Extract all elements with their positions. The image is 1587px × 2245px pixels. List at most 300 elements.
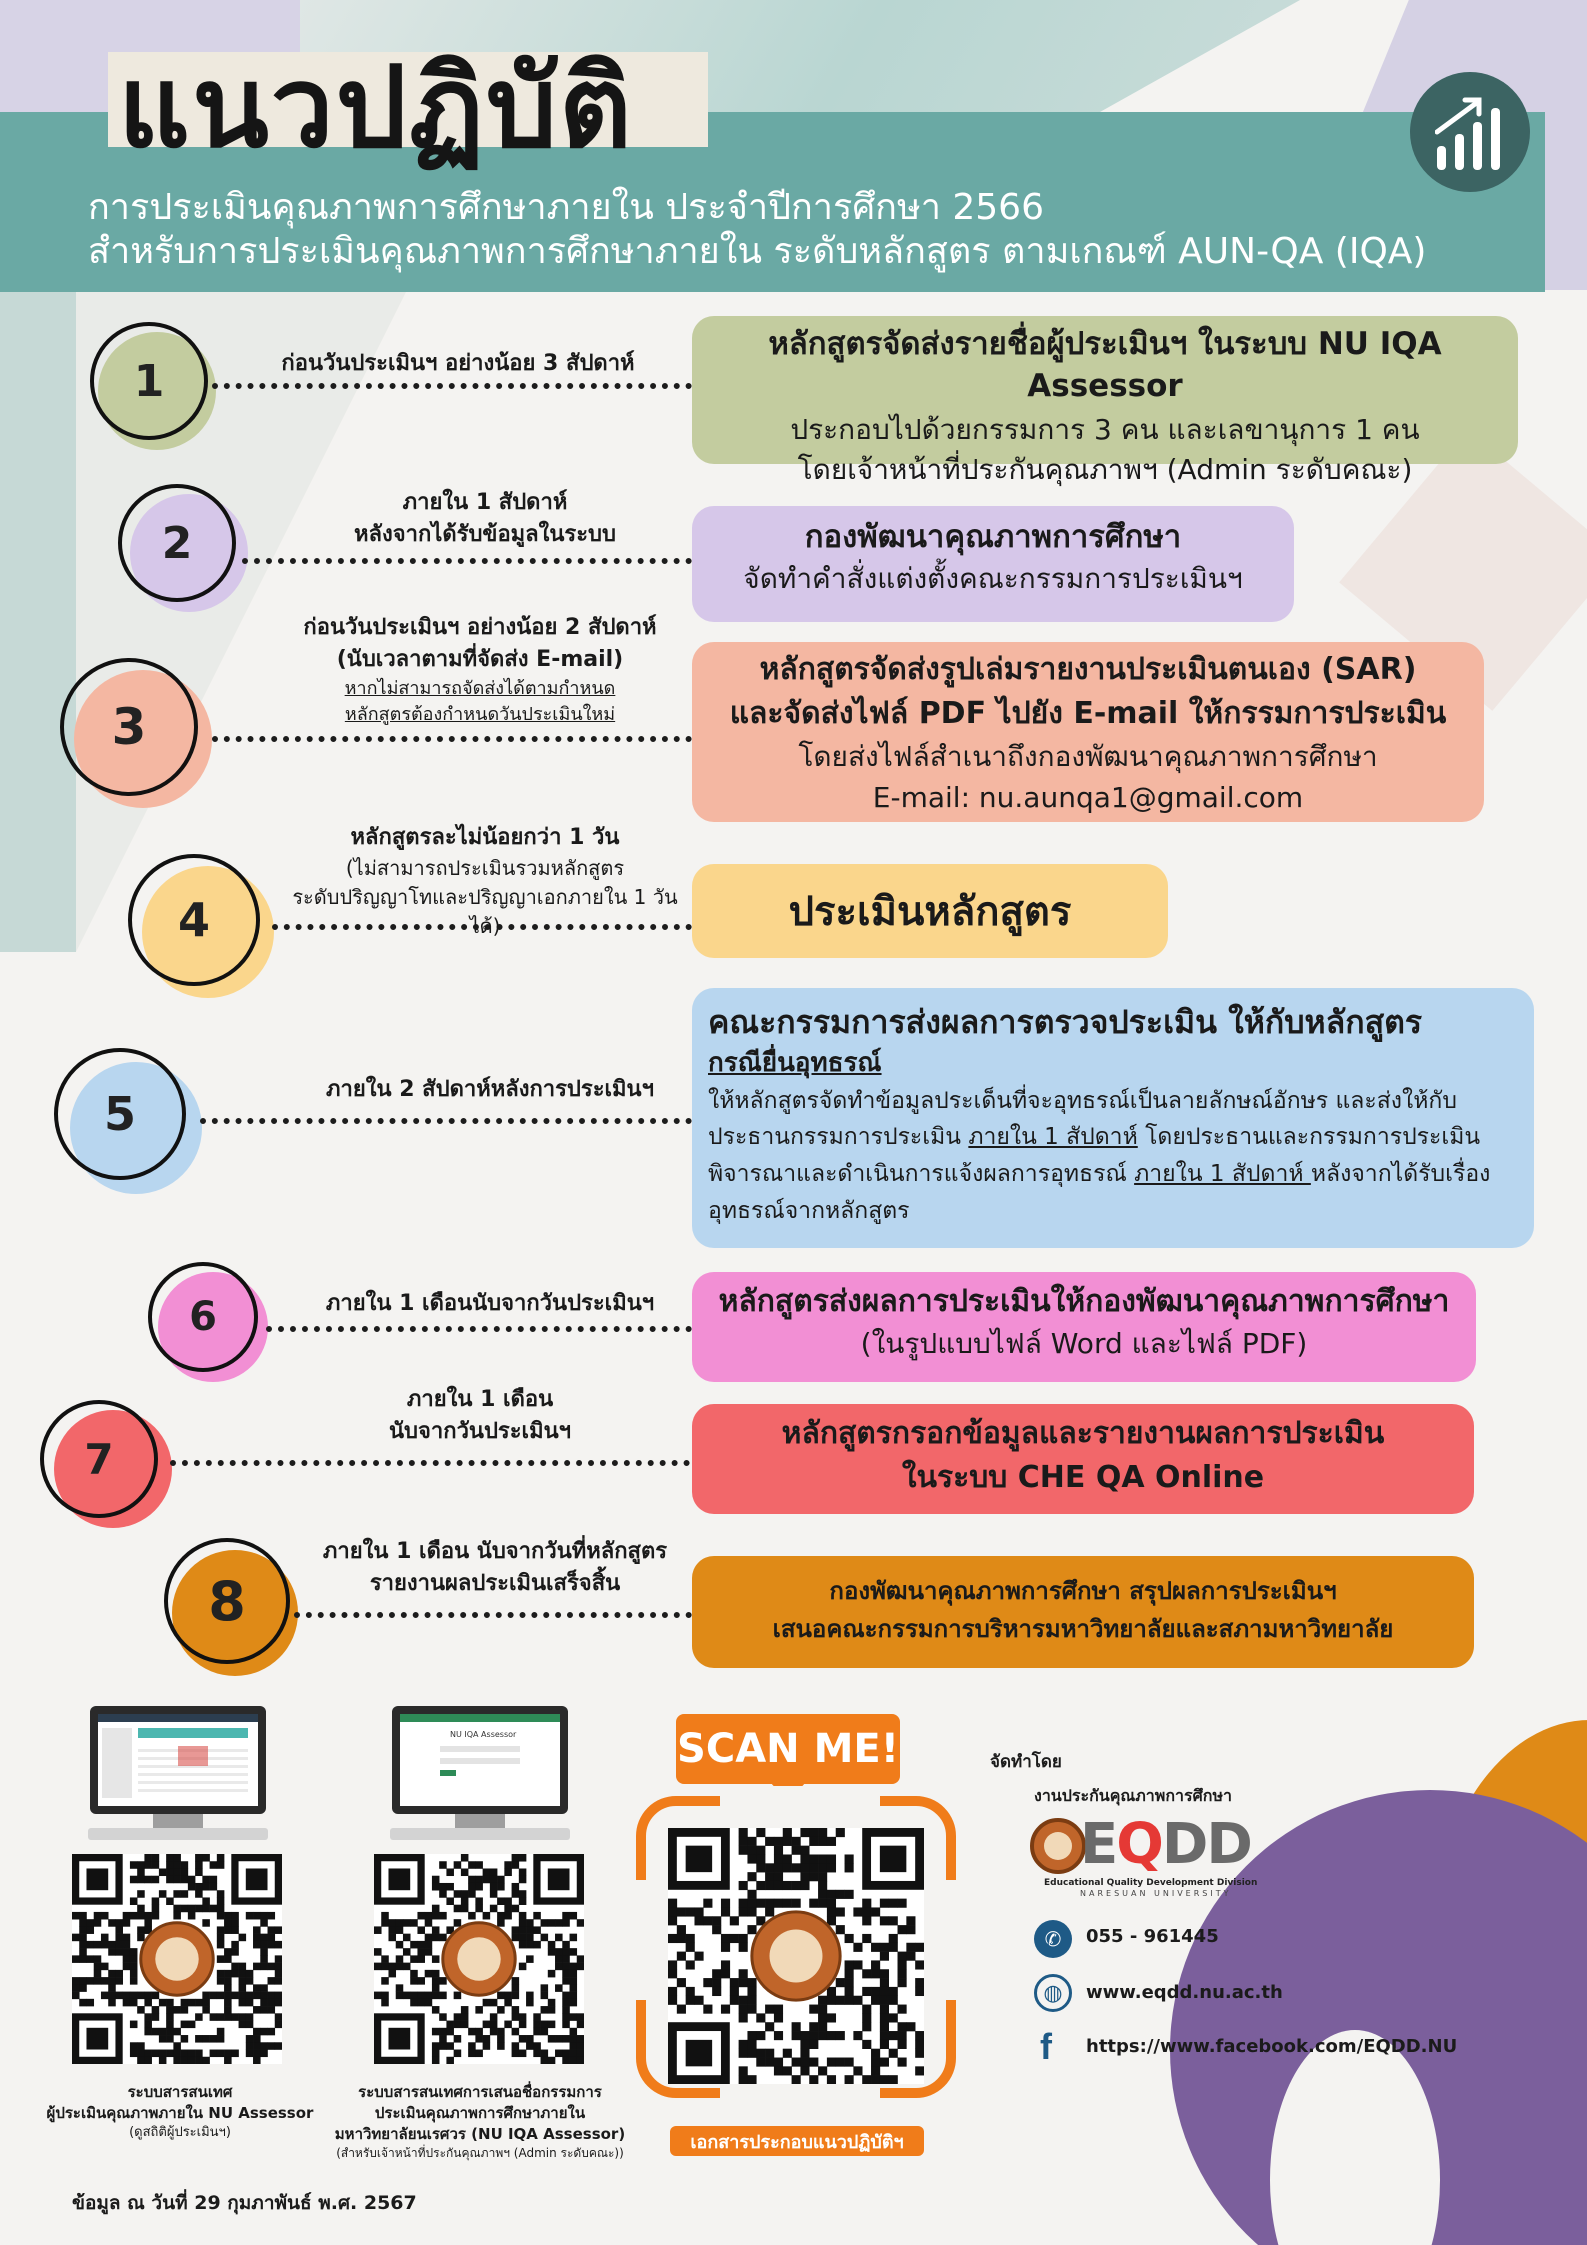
qr-module [152, 2006, 160, 2014]
qr-module [72, 1992, 80, 2000]
qr-module [862, 1934, 871, 1943]
qr-module [123, 1999, 131, 2007]
qr-module [541, 1992, 549, 2000]
qr-module [818, 2031, 827, 2040]
qr-module [130, 1912, 138, 1920]
qr-module [231, 1941, 239, 1949]
qr-module [188, 2057, 196, 2064]
qr-module [231, 1992, 239, 2000]
qr-module [889, 2049, 898, 2058]
qr-module [519, 2013, 527, 2021]
qr-module [410, 1977, 418, 1985]
qr-module [202, 1854, 210, 1862]
qr-module [548, 1941, 556, 1949]
qr-module [562, 1970, 570, 1978]
qr-module [108, 1992, 116, 2000]
qr-module [224, 1992, 232, 2000]
qr-module [774, 1846, 783, 1855]
qr-module [880, 1899, 889, 1908]
qr-module [845, 1863, 854, 1872]
qr-module [246, 2035, 254, 2043]
step-8-title-line: กองพัฒนาคุณภาพการศึกษา สรุปผลการประเมินฯ [829, 1577, 1337, 1605]
qr-module [747, 2031, 756, 2040]
qr-module [275, 2013, 282, 2021]
qr-module [217, 1977, 225, 1985]
qr-module [108, 1941, 116, 1949]
qr-module [668, 1916, 677, 1925]
qr-module [101, 1934, 109, 1942]
qr-module [432, 1905, 440, 1913]
qr-module [86, 1941, 94, 1949]
qr-module [181, 2006, 189, 2014]
qr-module [439, 1912, 447, 1920]
qr-module [202, 1876, 210, 1884]
qr-module [166, 2028, 174, 2036]
qr-module [504, 1905, 512, 1913]
qr-module [454, 1992, 462, 2000]
qr-module [570, 1970, 578, 1978]
qr-module [497, 1876, 505, 1884]
qr-module [526, 2042, 534, 2050]
step-4-title: ประเมินหลักสูตร [788, 889, 1072, 935]
step-8-connector [294, 1612, 692, 1618]
qr-module [541, 2057, 549, 2064]
qr-module [432, 1912, 440, 1920]
qr-module [774, 2066, 783, 2075]
qr-module [94, 1919, 102, 1927]
qr-module [86, 1919, 94, 1927]
qr-module [490, 1890, 498, 1898]
qr-module [792, 1846, 801, 1855]
qr-module [739, 1828, 748, 1837]
qr-module [152, 2050, 160, 2058]
qr-module [686, 1996, 695, 2005]
qr-module [880, 2013, 889, 2022]
qr-module [475, 1876, 483, 1884]
qr-module [425, 1992, 433, 2000]
monitor-screenshot-nu-assessor [90, 1706, 266, 1814]
qr-module [818, 2066, 827, 2075]
qr-module [555, 1984, 563, 1992]
qr-module [396, 1941, 404, 1949]
qr-module [526, 1955, 534, 1963]
qr-module [497, 1912, 505, 1920]
qr-module [836, 1925, 845, 1934]
qr-module [432, 1970, 440, 1978]
qr-module [827, 2013, 836, 2022]
qr-module [130, 1970, 138, 1978]
qr-module [548, 2021, 556, 2029]
qr-module [275, 1963, 282, 1971]
step-1-number: 1 [90, 322, 208, 440]
qr-module [475, 2028, 483, 2036]
website-link[interactable]: www.eqdd.nu.ac.th [1086, 1982, 1283, 2003]
qr-module [275, 1977, 282, 1985]
qr-module [130, 1955, 138, 1963]
qr-module [730, 1978, 739, 1987]
qr-module [898, 2005, 907, 2014]
qr-module [562, 2035, 570, 2043]
qr-module [144, 1912, 152, 1920]
qr-module [137, 2057, 145, 2064]
qr-module [166, 2006, 174, 2014]
qr-module [432, 2050, 440, 2058]
qr-module [268, 1926, 276, 1934]
qr-module [275, 1955, 282, 1963]
qr-module [756, 1899, 765, 1908]
qr-module [224, 2050, 232, 2058]
qr-module [381, 1999, 389, 2007]
qr-pattern [374, 1854, 584, 2064]
qr-module [756, 1828, 765, 1837]
qr-module [144, 2028, 152, 2036]
qr-module [747, 1987, 756, 1996]
qr-module [446, 2028, 454, 2036]
qr-module [533, 2021, 541, 2029]
qr-module [224, 1926, 232, 1934]
step-5-connector [200, 1118, 692, 1124]
qr-module [79, 1912, 87, 1920]
qr-module [792, 1881, 801, 1890]
qr-module [475, 1883, 483, 1891]
qr-module [889, 2075, 898, 2084]
qr-module [512, 1977, 520, 1985]
qr-finder [86, 1868, 108, 1890]
qr-module [432, 2006, 440, 2014]
qr-module [739, 1934, 748, 1943]
university-seal-inner [457, 1937, 500, 1980]
qr-module [130, 1948, 138, 1956]
qr-module [454, 1905, 462, 1913]
qr-module [756, 1846, 765, 1855]
qr-module [425, 1941, 433, 1949]
qr-module [468, 2042, 476, 2050]
qr-module [747, 1854, 756, 1863]
qr-module [519, 2021, 527, 2029]
qr-module [694, 1952, 703, 1961]
qr1-caption-line: ระบบสารสนเทศ [127, 2083, 233, 2101]
qr-module [432, 1883, 440, 1891]
qr-module [915, 2066, 924, 2075]
qr-module [562, 2006, 570, 2014]
qr-module [783, 2066, 792, 2075]
qr-module [268, 2042, 276, 2050]
qr-module [490, 1876, 498, 1884]
qr-module [152, 1861, 160, 1869]
qr-module [446, 2057, 454, 2064]
qr-module [166, 1897, 174, 1905]
qr-module [845, 1854, 854, 1863]
qr-module [677, 1925, 686, 1934]
qr-finder [388, 1868, 410, 1890]
qr-module [526, 1992, 534, 2000]
qr-module [432, 1984, 440, 1992]
qr-module [210, 2013, 218, 2021]
step-5-timing-line: ภายใน 2 สัปดาห์หลังการประเมินฯ [326, 1077, 654, 1102]
qr-module [268, 1963, 276, 1971]
qr-module [526, 1934, 534, 1942]
qr-module [446, 2021, 454, 2029]
qr-module [562, 2057, 570, 2064]
qr-module [461, 1868, 469, 1876]
qr-module [712, 1969, 721, 1978]
qr-module [217, 1970, 225, 1978]
qr-module [765, 2005, 774, 2014]
qr-module [765, 1881, 774, 1890]
qr-module [512, 1905, 520, 1913]
qr-module [800, 1863, 809, 1872]
qr-module [668, 1934, 677, 1943]
qr-module [101, 1912, 109, 1920]
qr-module [195, 1905, 203, 1913]
qr-module [181, 1890, 189, 1898]
qr-module [217, 1926, 225, 1934]
qr-module [253, 2057, 261, 2064]
qr-module [173, 1876, 181, 1884]
step-5-box [692, 988, 1534, 1248]
qr-module [217, 1890, 225, 1898]
qr-module [166, 1999, 174, 2007]
qr-module [765, 1907, 774, 1916]
qr-module [130, 2050, 138, 2058]
qr-module [915, 1987, 924, 1996]
qr-module [210, 1876, 218, 1884]
qr-module [800, 2049, 809, 2058]
step-3-box [692, 642, 1484, 822]
qr-module [403, 1919, 411, 1927]
qr-module [94, 1963, 102, 1971]
qr-module [533, 1912, 541, 1920]
qr-module [115, 1948, 123, 1956]
qr-module [224, 1948, 232, 1956]
qr-module [862, 1916, 871, 1925]
qr-module [454, 1890, 462, 1898]
qr-module [231, 1963, 239, 1971]
qr-module [898, 1960, 907, 1969]
qr-module [115, 1970, 123, 1978]
monitor-base [390, 1828, 570, 1840]
step-3-number: 3 [60, 658, 198, 796]
qr-module [512, 1992, 520, 2000]
qr-module [809, 2040, 818, 2049]
qr-module [381, 1955, 389, 1963]
qr-module [231, 2050, 239, 2058]
qr-module [260, 1941, 268, 1949]
qr-module [195, 2057, 203, 2064]
qr-module [217, 2035, 225, 2043]
step-5-title: คณะกรรมการส่งผลการตรวจประเมิน ให้กับหลักสูตร [708, 1003, 1423, 1041]
qr-module [246, 2042, 254, 2050]
qr-module [417, 1999, 425, 2007]
qr-module [774, 1854, 783, 1863]
qr-module [668, 1899, 677, 1908]
qr-module [898, 1925, 907, 1934]
qr-module [562, 1977, 570, 1985]
qr-finder [86, 2028, 108, 2050]
qr-module [144, 1854, 152, 1862]
qr-module [889, 1899, 898, 1908]
qr-module [739, 1837, 748, 1846]
facebook-link[interactable]: https://www.facebook.com/EQDD.NU [1086, 2036, 1458, 2057]
qr-module [512, 2028, 520, 2036]
qr-module [159, 2050, 167, 2058]
qr-module [115, 1977, 123, 1985]
qr-module [130, 1992, 138, 2000]
qr-code-nu-iqa-assessor[interactable] [374, 1854, 584, 2064]
qr-module [446, 1897, 454, 1905]
qr-module [144, 1876, 152, 1884]
step-5-text: พิจารณาและดำเนินการแจ้งผลการอุทธรณ์ [708, 1161, 1135, 1188]
qr-module [224, 1970, 232, 1978]
qr-module [173, 2006, 181, 2014]
qr-module [818, 1828, 827, 1837]
qr-module [268, 2028, 276, 2036]
facebook-icon: f [1040, 2026, 1052, 2067]
qr-module [533, 2028, 541, 2036]
qr-module [388, 1963, 396, 1971]
qr-module [253, 2042, 261, 2050]
qr-module [783, 1854, 792, 1863]
qr-module [548, 1919, 556, 1927]
qr-module [853, 1960, 862, 1969]
qr-module [490, 2013, 498, 2021]
qr-module [396, 1984, 404, 1992]
qr-module [512, 1883, 520, 1891]
qr-module [454, 2035, 462, 2043]
step-2-title: กองพัฒนาคุณภาพการศึกษา [804, 519, 1182, 555]
qr-module [880, 2005, 889, 2014]
qr-module [915, 1943, 924, 1952]
qr-module [800, 1872, 809, 1881]
step-8-timing-line: รายงานผลประเมินเสร็จสิ้น [369, 1570, 621, 1596]
qr-module [562, 2050, 570, 2058]
qr-module [504, 1999, 512, 2007]
qr-module [906, 2022, 915, 2031]
qr-module [880, 2075, 889, 2084]
qr-module [845, 1960, 854, 1969]
phone-number[interactable]: 055 - 961445 [1086, 1926, 1219, 1947]
step-1-timing-line: ก่อนวันประเมินฯ อย่างน้อย 3 สัปดาห์ [281, 351, 635, 376]
qr-module [468, 1883, 476, 1891]
qr-module [783, 1863, 792, 1872]
qr-module [260, 2006, 268, 2014]
step-5-body-line [708, 1119, 1518, 1156]
step-5-text: ประธานกรรมการประเมิน [708, 1124, 969, 1151]
qr-module [246, 1977, 254, 1985]
qr-module [130, 1977, 138, 1985]
qr-module [730, 1916, 739, 1925]
qr-module [747, 1996, 756, 2005]
qr-module [774, 2013, 783, 2022]
qr-module [739, 1996, 748, 2005]
qr-module [152, 1876, 160, 1884]
step-7-title-line: ในระบบ CHE QA Online [901, 1459, 1265, 1495]
qr-module [461, 1890, 469, 1898]
qr-module [512, 1934, 520, 1942]
qr-module [906, 1925, 915, 1934]
qr-finder [880, 1846, 906, 1872]
qr-module [845, 1934, 854, 1943]
qr-module [818, 1872, 827, 1881]
qr-module [747, 2005, 756, 2014]
qr-module [403, 1948, 411, 1956]
qr-module [210, 2050, 218, 2058]
qr-module [417, 1948, 425, 1956]
qr-module [231, 1912, 239, 1920]
qr-module [490, 2021, 498, 2029]
qr-module [862, 1907, 871, 1916]
qr-module [275, 1941, 282, 1949]
qr-module [260, 1963, 268, 1971]
qr-module [72, 1984, 80, 1992]
qr-module [239, 1970, 247, 1978]
qr-module [703, 2005, 712, 2014]
qr-module [809, 1837, 818, 1846]
qr-module [108, 1999, 116, 2007]
qr-module [181, 1861, 189, 1869]
qr-module [809, 1863, 818, 1872]
qr-module [730, 1934, 739, 1943]
qr-module [72, 1977, 80, 1985]
qr-module [898, 1899, 907, 1908]
qr-module [217, 1912, 225, 1920]
qr-module [756, 2031, 765, 2040]
qr-module [721, 1969, 730, 1978]
qr-code-guideline-documents[interactable] [668, 1828, 924, 2084]
qr-module [439, 1934, 447, 1942]
qr-code-nu-assessor[interactable] [72, 1854, 282, 2064]
qr-module [454, 1861, 462, 1869]
qr-module [425, 1970, 433, 1978]
qr-module [783, 2049, 792, 2058]
qr-module [756, 1863, 765, 1872]
qr-module [792, 1899, 801, 1908]
qr-module [388, 1970, 396, 1978]
qr-module [173, 1854, 181, 1862]
qr-module [152, 2013, 160, 2021]
qr-module [217, 1955, 225, 1963]
qr-module [512, 1926, 520, 1934]
qr-module [483, 2035, 491, 2043]
qr-module [246, 1999, 254, 2007]
qr-module [871, 1907, 880, 1916]
qr-module [239, 1963, 247, 1971]
qr-module [381, 1992, 389, 2000]
qr-module [555, 1955, 563, 1963]
qr-module [253, 1912, 261, 1920]
qr-module [562, 1963, 570, 1971]
qr-module [188, 2021, 196, 2029]
qr-module [475, 2006, 483, 2014]
qr-module [188, 1883, 196, 1891]
qr-module [188, 1999, 196, 2007]
qr-module [519, 1876, 527, 1884]
step-5-deadline: ภายใน 1 สัปดาห์ [968, 1124, 1138, 1151]
qr-module [756, 1881, 765, 1890]
qr-module [217, 1897, 225, 1905]
qr-module [880, 2040, 889, 2049]
qr2-caption-line: มหาวิทยาลัยนเรศวร (NU IQA Assessor) [334, 2125, 626, 2143]
monitor-base [88, 1828, 268, 1840]
qr-module [130, 1963, 138, 1971]
step-3-email: E-mail: nu.aunqa1@gmail.com [872, 781, 1304, 815]
qr-module [260, 2050, 268, 2058]
monitor-screen [400, 1714, 560, 1806]
qr-module [836, 1890, 845, 1899]
qr-module [504, 1861, 512, 1869]
qr-module [541, 2050, 549, 2058]
qr-module [461, 1897, 469, 1905]
